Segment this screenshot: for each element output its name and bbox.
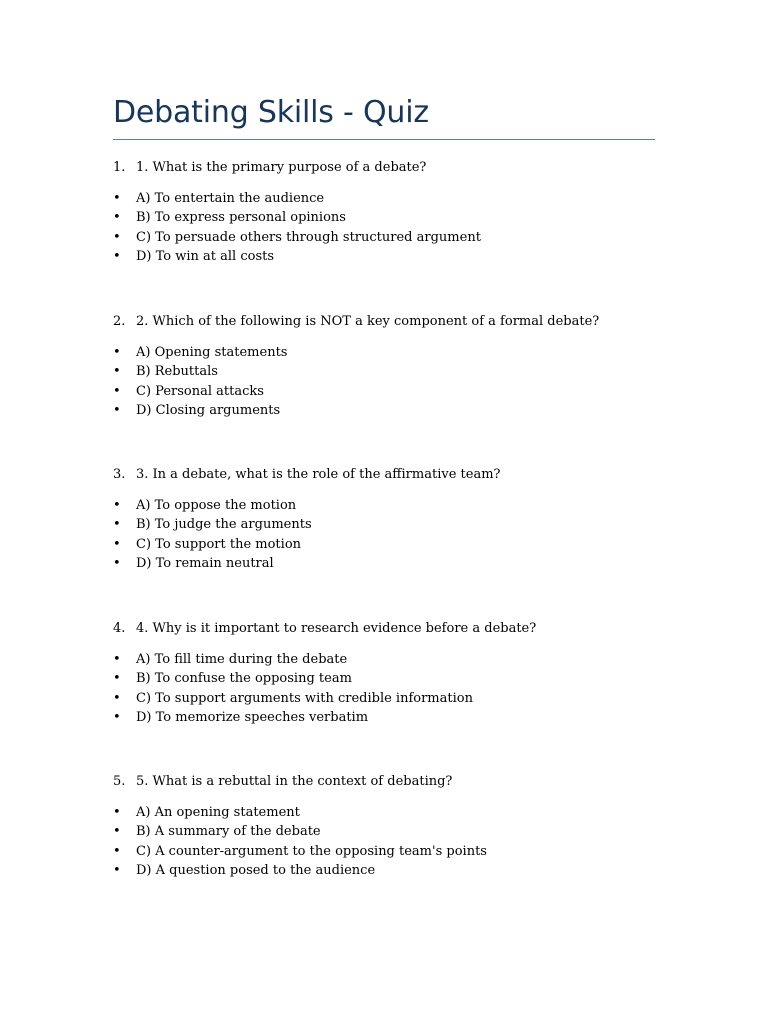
bullet-icon: •	[113, 555, 121, 571]
answer-option	[113, 861, 673, 880]
bullet-icon: •	[113, 536, 121, 552]
question-text: 5. What is a rebuttal in the context of debating?	[136, 774, 453, 789]
answer-option	[113, 535, 673, 554]
bullet-icon: •	[113, 248, 121, 264]
answer-option-text: D) Closing arguments	[136, 402, 281, 418]
bullet-icon: •	[113, 364, 121, 380]
answer-options	[113, 803, 673, 880]
answer-option	[113, 247, 673, 266]
bullet-icon: •	[113, 862, 121, 878]
question-3	[113, 465, 673, 573]
bullet-icon: •	[113, 805, 121, 820]
question-5	[113, 772, 673, 880]
answer-option-text: A) Opening statements	[136, 345, 288, 360]
answer-option	[113, 208, 673, 227]
answer-option	[113, 689, 673, 708]
question-text: 2. Which of the following is NOT a key component of a formal debate?	[136, 314, 600, 329]
question-text: 3. In a debate, what is the role of the affirmative team?	[136, 467, 501, 482]
answer-option	[113, 362, 673, 381]
answer-option-text: A) To oppose the motion	[136, 498, 297, 513]
answer-option-text: A) To fill time during the debate	[136, 652, 348, 667]
answer-option	[113, 803, 673, 822]
question-1	[113, 158, 673, 266]
bullet-icon: •	[113, 709, 121, 725]
bullet-icon: •	[113, 517, 121, 533]
question-line	[113, 465, 673, 485]
bullet-icon: •	[113, 690, 121, 706]
question-line	[113, 619, 673, 639]
bullet-icon: •	[113, 402, 121, 418]
answer-option-text: C) To persuade others through structured argument	[136, 229, 481, 245]
answer-options	[113, 189, 673, 266]
answer-option	[113, 515, 673, 534]
question-text: 4. Why is it important to research evidence before a debate?	[136, 621, 537, 636]
title-underline	[113, 139, 655, 140]
answer-options	[113, 343, 673, 420]
bullet-icon: •	[113, 652, 121, 667]
bullet-icon: •	[113, 671, 121, 687]
answer-option	[113, 842, 673, 861]
answer-option-text: B) A summary of the debate	[136, 824, 321, 840]
answer-option	[113, 650, 673, 669]
answer-options	[113, 650, 673, 727]
answer-option	[113, 669, 673, 688]
document-title: Debating Skills - Quiz	[113, 95, 429, 130]
answer-option-text: A) An opening statement	[136, 805, 300, 820]
answer-option-text: C) Personal attacks	[136, 383, 264, 399]
question-2	[113, 312, 673, 420]
question-number: 2.	[113, 314, 126, 329]
answer-option-text: B) Rebuttals	[136, 364, 218, 380]
bullet-icon: •	[113, 229, 121, 245]
answer-options	[113, 496, 673, 573]
answer-option-text: B) To confuse the opposing team	[136, 671, 352, 687]
answer-option-text: C) To support the motion	[136, 536, 302, 552]
bullet-icon: •	[113, 383, 121, 399]
answer-option	[113, 228, 673, 247]
question-number: 5.	[113, 774, 126, 789]
question-line	[113, 312, 673, 332]
question-line	[113, 772, 673, 792]
bullet-icon: •	[113, 843, 121, 859]
answer-option-text: D) A question posed to the audience	[136, 862, 376, 878]
question-text: 1. What is the primary purpose of a debate?	[136, 160, 427, 175]
question-line	[113, 158, 673, 178]
answer-option	[113, 554, 673, 573]
answer-option-text: D) To memorize speeches verbatim	[136, 709, 369, 725]
answer-option	[113, 708, 673, 727]
answer-option	[113, 401, 673, 420]
answer-option-text: B) To judge the arguments	[136, 517, 312, 533]
answer-option-text: D) To win at all costs	[136, 248, 275, 264]
answer-option	[113, 382, 673, 401]
bullet-icon: •	[113, 345, 121, 360]
answer-option	[113, 496, 673, 515]
question-4	[113, 619, 673, 727]
question-number: 4.	[113, 621, 126, 636]
answer-option-text: A) To entertain the audience	[136, 191, 325, 206]
answer-option-text: D) To remain neutral	[136, 555, 274, 571]
answer-option-text: B) To express personal opinions	[136, 210, 346, 226]
bullet-icon: •	[113, 498, 121, 513]
question-number: 3.	[113, 467, 126, 482]
answer-option-text: C) To support arguments with credible information	[136, 690, 473, 706]
bullet-icon: •	[113, 210, 121, 226]
answer-option	[113, 343, 673, 362]
bullet-icon: •	[113, 191, 121, 206]
answer-option	[113, 822, 673, 841]
question-number: 1.	[113, 160, 126, 175]
answer-option-text: C) A counter-argument to the opposing team's points	[136, 843, 487, 859]
answer-option	[113, 189, 673, 208]
bullet-icon: •	[113, 824, 121, 840]
